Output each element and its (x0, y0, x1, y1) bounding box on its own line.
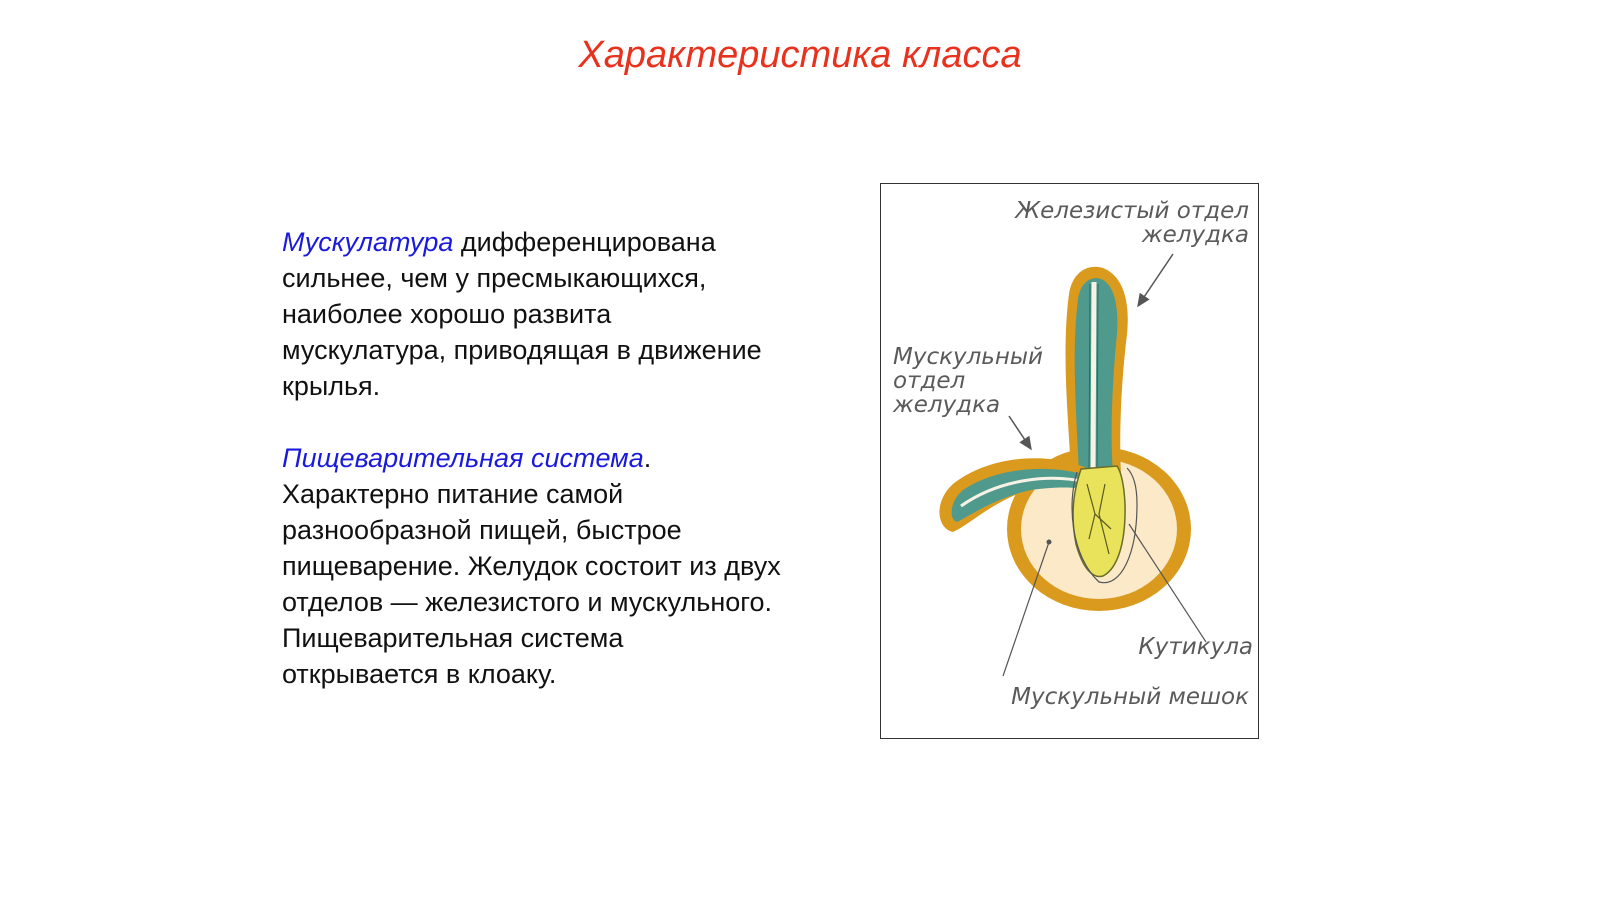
paragraph-musculature-text: дифференцирована сильнее, чем у пресмыкающихся, наиболее хорошо развита мускулатура, приводящая в движение крылья. (282, 227, 762, 401)
paragraph-digestive-text: . Характерно питание самой разнообразной пищей, быстрое пищеварение. Желудок состоит из двух отделов — железистого и мускульного. Пищеварительная система открывается в клоаку. (282, 443, 781, 689)
stomach-illustration (881, 184, 1260, 740)
label-glandular-2: желудка (1141, 222, 1249, 248)
label-muscular-1: Мускульный (893, 344, 1044, 370)
body-text (282, 224, 782, 692)
label-glandular-1: Железистый отдел (1015, 198, 1249, 224)
term-digestive-system: Пищеварительная система (282, 443, 644, 473)
leader-muscular (1009, 416, 1031, 449)
slide-title: Характеристика класса (578, 34, 1022, 76)
paragraph-digestive-system (282, 440, 782, 692)
stomach-diagram (880, 183, 1259, 739)
label-cuticle: Кутикула (1138, 634, 1253, 660)
paragraph-musculature (282, 224, 782, 404)
leader-glandular (1138, 254, 1173, 306)
label-muscular-3: желудка (893, 392, 1001, 418)
glandular-channel (1093, 282, 1094, 474)
label-muscle-sac: Мускульный мешок (1011, 684, 1249, 710)
term-musculature: Мускулатура (282, 227, 454, 257)
label-muscular-2: отдел (893, 368, 966, 394)
